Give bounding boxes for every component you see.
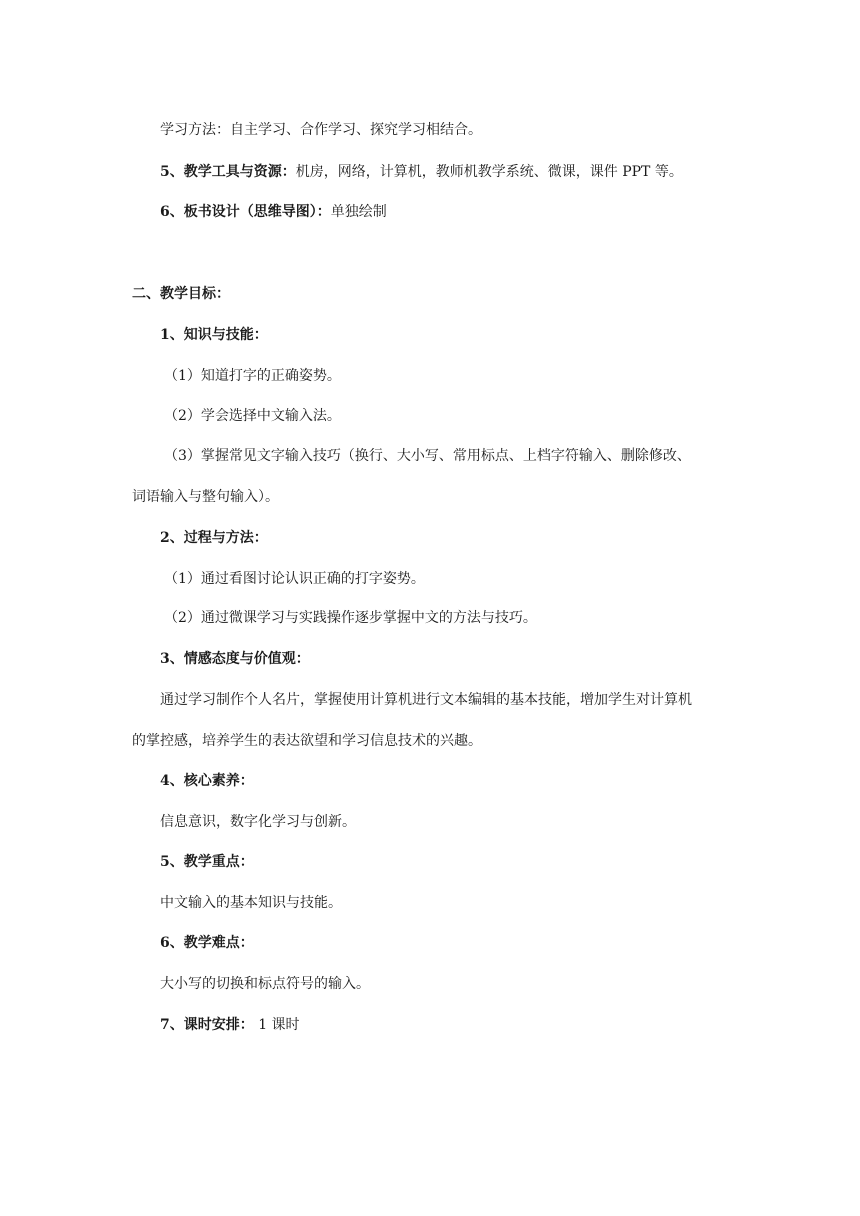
core-literacy-heading: 4、核心素养： [160, 773, 254, 789]
core-literacy-text: 信息意识，数字化学习与创新。 [160, 814, 356, 830]
knowledge-item-1: （1）知道打字的正确姿势。 [164, 368, 341, 384]
board-design-line [160, 202, 387, 222]
teaching-tools-line [160, 162, 683, 182]
process-item-1: （1）通过看图讨论认识正确的打字姿势。 [164, 571, 425, 587]
teaching-tools-text: 机房，网络，计算机，教师机教学系统、微课，课件 PPT 等。 [295, 164, 683, 180]
learning-method-line: 学习方法：自主学习、合作学习、探究学习相结合。 [160, 122, 482, 138]
class-hours-text: 1 课时 [253, 1017, 300, 1033]
knowledge-item-3-line-1: （3）掌握常见文字输入技巧（换行、大小写、常用标点、上档字符输入、删除修改、 [164, 448, 691, 464]
teaching-difficulty-text: 大小写的切换和标点符号的输入。 [160, 976, 370, 992]
teaching-tools-label: 5、教学工具与资源： [160, 164, 296, 180]
process-item-2: （2）通过微课学习与实践操作逐步掌握中文的方法与技巧。 [164, 610, 537, 626]
knowledge-item-2: （2）学会选择中文输入法。 [164, 408, 341, 424]
class-hours-label: 7、课时安排： [160, 1017, 254, 1033]
teaching-focus-text: 中文输入的基本知识与技能。 [160, 895, 342, 911]
board-design-label: 6、板书设计（思维导图）： [160, 204, 331, 220]
teaching-focus-heading: 5、教学重点： [160, 854, 254, 870]
emotion-text-line-2: 的掌控感，培养学生的表达欲望和学习信息技术的兴趣。 [132, 733, 482, 749]
process-method-heading: 2、过程与方法： [160, 530, 268, 546]
class-hours-line [160, 1015, 300, 1035]
goals-heading: 二、教学目标： [132, 286, 230, 302]
emotion-text-line-1: 通过学习制作个人名片，掌握使用计算机进行文本编辑的基本技能，增加学生对计算机 [160, 692, 692, 708]
knowledge-item-3-line-2: 词语输入与整句输入）。 [132, 489, 279, 505]
teaching-difficulty-heading: 6、教学难点： [160, 935, 254, 951]
board-design-text: 单独绘制 [330, 204, 387, 220]
emotion-values-heading: 3、情感态度与价值观： [160, 651, 310, 667]
knowledge-skills-heading: 1、知识与技能： [160, 327, 268, 343]
